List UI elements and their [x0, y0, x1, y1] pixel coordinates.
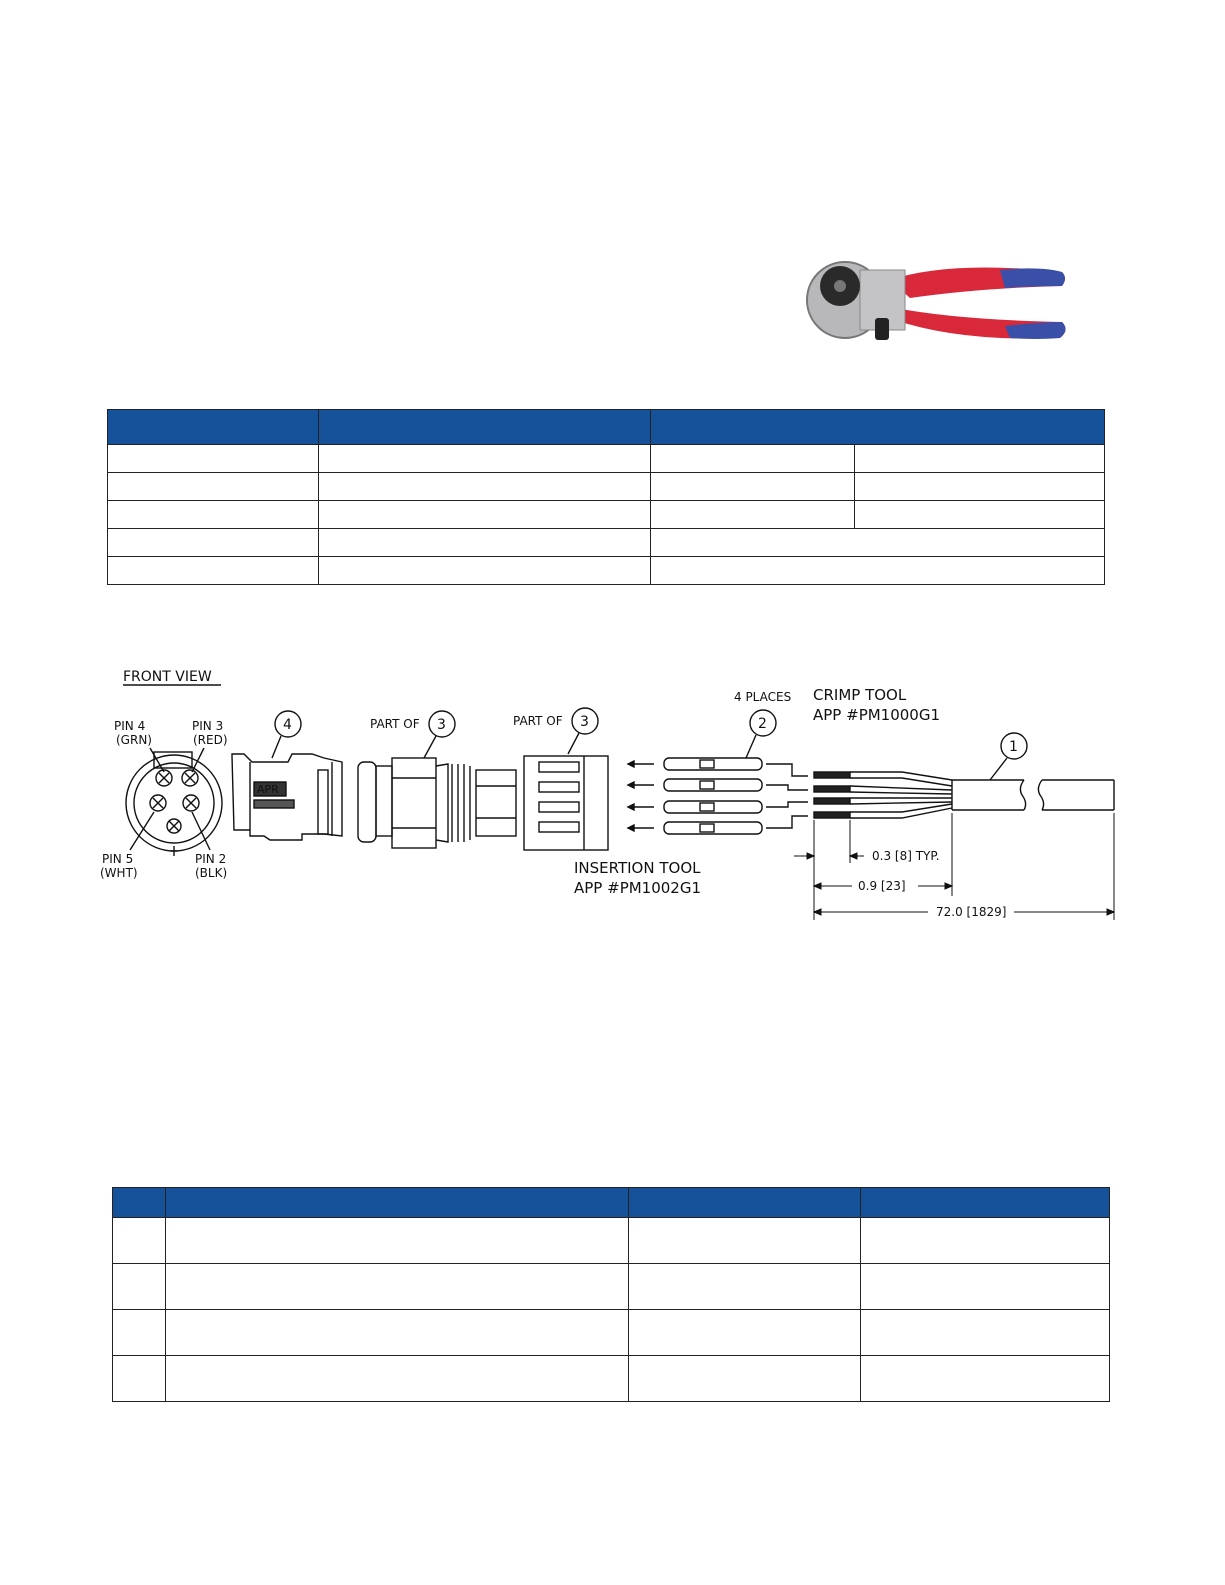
table-cell	[319, 501, 651, 529]
housing-logo: APR	[257, 783, 279, 796]
part-of-label-b: PART OF	[513, 714, 563, 728]
table-cell	[113, 1218, 166, 1264]
parts-header-cell	[166, 1188, 629, 1218]
front-view-label: FRONT VIEW	[123, 669, 212, 685]
table-cell	[319, 529, 651, 557]
pin2-label: PIN 2	[195, 852, 227, 866]
parts-header-cell	[629, 1188, 861, 1218]
table-row	[108, 473, 1105, 501]
table-row	[113, 1264, 1110, 1310]
table-cell	[629, 1218, 861, 1264]
table-cell	[108, 529, 319, 557]
table-row	[108, 557, 1105, 585]
table-cell	[113, 1264, 166, 1310]
table-cell	[651, 557, 1105, 585]
spec-table	[107, 409, 1105, 585]
table-cell	[108, 501, 319, 529]
table-cell	[855, 473, 1105, 501]
crimp-tool-line1: CRIMP TOOL	[813, 686, 907, 704]
table-cell	[166, 1356, 629, 1402]
callout-1: 1	[1009, 739, 1018, 755]
table-row	[108, 445, 1105, 473]
table-cell	[113, 1310, 166, 1356]
table-cell	[861, 1310, 1110, 1356]
table-row	[113, 1310, 1110, 1356]
table-cell	[319, 557, 651, 585]
callout-3b: 3	[580, 714, 589, 730]
dim-overall-length: 72.0 [1829]	[936, 905, 1007, 919]
cable-assembly	[814, 772, 1114, 818]
table-cell	[166, 1218, 629, 1264]
spec-header-cell	[319, 410, 651, 445]
table-cell	[651, 473, 855, 501]
connector-front-view	[126, 748, 222, 856]
pin5-color: (WHT)	[100, 866, 138, 880]
table-cell	[651, 445, 855, 473]
table-cell	[166, 1310, 629, 1356]
table-row	[108, 529, 1105, 557]
assembly-drawing	[92, 658, 1127, 928]
table-row	[113, 1356, 1110, 1402]
table-cell	[629, 1264, 861, 1310]
end-cap	[524, 756, 608, 850]
table-cell	[651, 501, 855, 529]
table-row	[113, 1218, 1110, 1264]
insertion-tool-line1: INSERTION TOOL	[574, 859, 701, 877]
callout-2: 2	[758, 716, 767, 732]
table-cell	[861, 1356, 1110, 1402]
spec-header-cell	[108, 410, 319, 445]
table-cell	[651, 529, 1105, 557]
parts-table	[112, 1187, 1110, 1402]
pin5-label: PIN 5	[102, 852, 134, 866]
pin4-color: (GRN)	[116, 733, 152, 747]
pin2-color: (BLK)	[195, 866, 228, 880]
callout-4: 4	[283, 717, 292, 733]
table-cell	[861, 1218, 1110, 1264]
table-cell	[319, 473, 651, 501]
spec-header-cell	[651, 410, 1105, 445]
spec-table-header	[108, 410, 1105, 445]
pin3-color: (RED)	[193, 733, 228, 747]
connector-housing	[232, 754, 342, 840]
parts-header-cell	[861, 1188, 1110, 1218]
table-cell	[861, 1264, 1110, 1310]
contact-pins	[628, 758, 762, 834]
table-cell	[629, 1356, 861, 1402]
crimp-tool-photo	[800, 250, 1070, 350]
table-row	[108, 501, 1105, 529]
dimension-lines	[794, 813, 1114, 920]
coupling-nut	[358, 758, 516, 848]
dim-jacket-strip: 0.9 [23]	[858, 879, 906, 893]
crimp-tool-line2: APP #PM1000G1	[813, 706, 941, 724]
table-cell	[108, 445, 319, 473]
table-cell	[113, 1356, 166, 1402]
table-cell	[166, 1264, 629, 1310]
table-cell	[319, 445, 651, 473]
pin3-label: PIN 3	[192, 719, 224, 733]
part-of-label-a: PART OF	[370, 717, 420, 731]
parts-table-header	[113, 1188, 1110, 1218]
insertion-tool-line2: APP #PM1002G1	[574, 879, 702, 897]
four-places-label: 4 PLACES	[734, 690, 792, 704]
table-cell	[108, 473, 319, 501]
parts-header-cell	[113, 1188, 166, 1218]
table-cell	[108, 557, 319, 585]
table-cell	[855, 501, 1105, 529]
table-cell	[855, 445, 1105, 473]
pin4-label: PIN 4	[114, 719, 146, 733]
dim-strip-length: 0.3 [8] TYP.	[872, 849, 940, 863]
callout-3a: 3	[437, 717, 446, 733]
table-cell	[629, 1310, 861, 1356]
